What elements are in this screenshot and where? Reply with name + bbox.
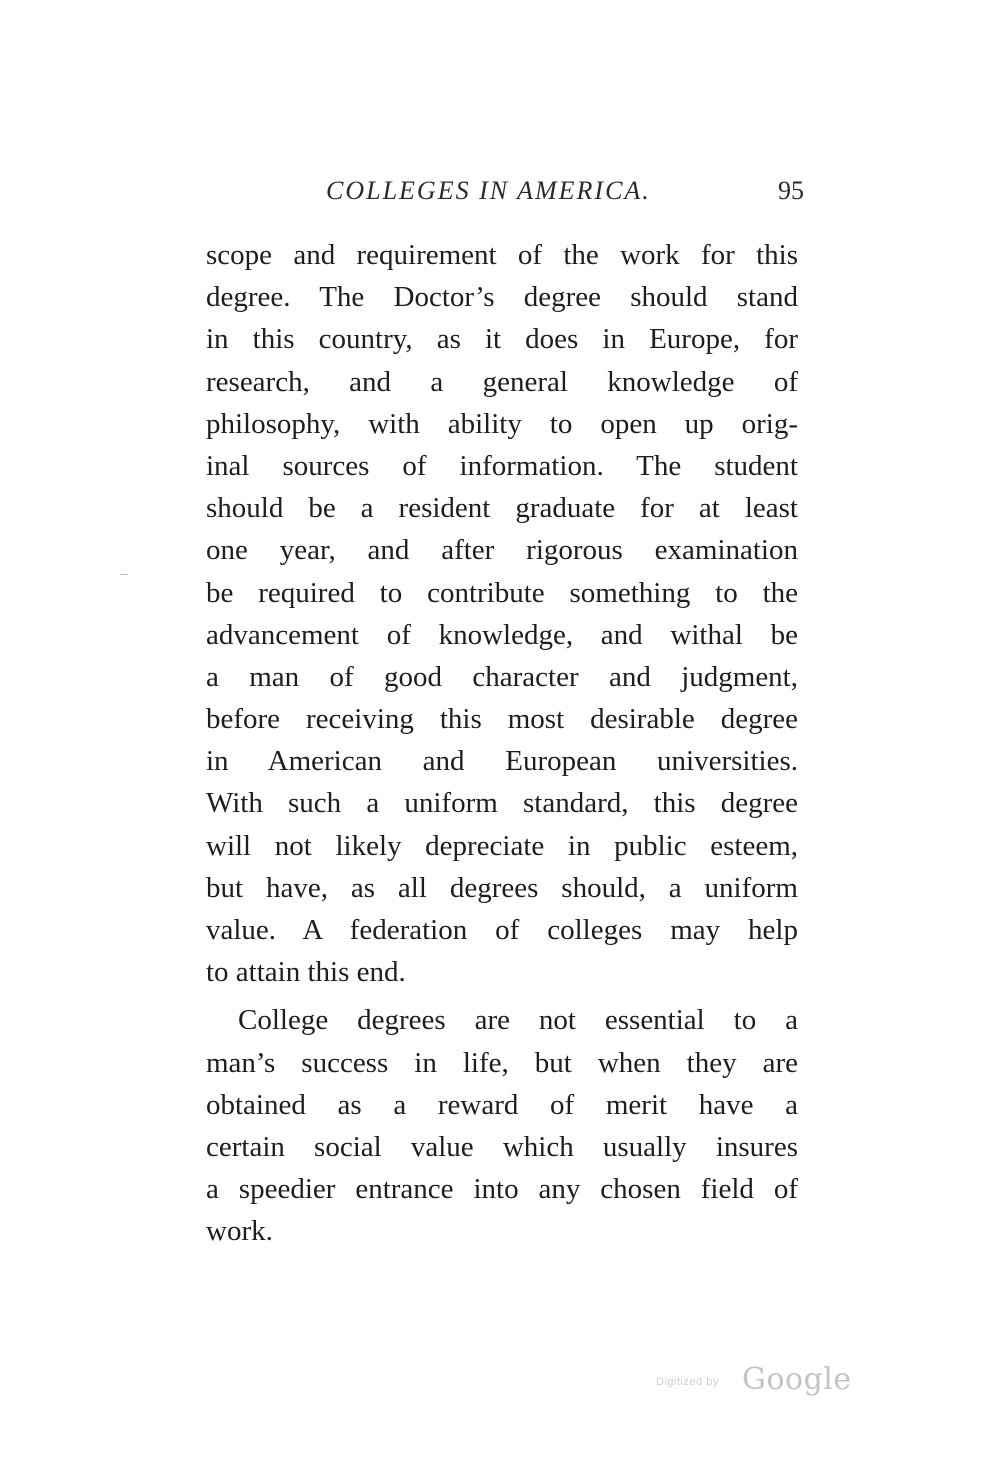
text-line: work. — [206, 1215, 273, 1248]
text-line: certain social value which usually insures — [206, 1130, 798, 1163]
watermark-prefix: Digitized by — [656, 1376, 719, 1388]
text-line: philosophy, with ability to open up orig- — [206, 407, 798, 440]
running-head — [206, 176, 806, 212]
text-line: to attain this end. — [206, 956, 406, 989]
body-text — [206, 234, 798, 1253]
text-line: inal sources of information. The student — [206, 449, 798, 482]
text-line: scope and requirement of the work for this — [206, 239, 798, 271]
text-line: research, and a general knowledge of — [206, 365, 798, 398]
running-head-title: COLLEGES IN AMERICA. — [326, 176, 651, 205]
text-line: With such a uniform standard, this degree — [206, 787, 798, 820]
text-line: value. A federation of colleges may help — [206, 914, 798, 946]
digitized-watermark — [656, 1362, 866, 1402]
text-line: will not likely depreciate in public esteem, — [206, 829, 798, 862]
text-line: in this country, as it does in Europe, for — [206, 323, 798, 356]
google-logo: Google — [742, 1362, 852, 1397]
page-number: 95 — [778, 176, 804, 205]
text-line: one year, and after rigorous examination — [206, 534, 798, 567]
text-line: a speedier entrance into any chosen field of — [206, 1173, 798, 1206]
text-line: man’s success in life, but when they are — [206, 1046, 798, 1079]
text-line: advancement of knowledge, and withal be — [206, 618, 798, 651]
text-line: College degrees are not essential to a — [238, 1004, 798, 1037]
text-line: before receiving this most desirable degree — [206, 703, 798, 736]
paragraph-1 — [206, 234, 798, 993]
text-line: obtained as a reward of merit have a — [206, 1088, 798, 1121]
text-line: degree. The Doctor’s degree should stand — [206, 281, 798, 314]
text-line: be required to contribute something to the — [206, 576, 798, 609]
text-line: but have, as all degrees should, a uniform — [206, 871, 798, 904]
text-line: should be a resident graduate for at least — [206, 492, 798, 525]
paragraph-2 — [206, 999, 798, 1252]
text-line: in American and European universities. — [206, 745, 798, 778]
text-line: a man of good character and judgment, — [206, 660, 798, 693]
margin-mark — [120, 574, 128, 575]
